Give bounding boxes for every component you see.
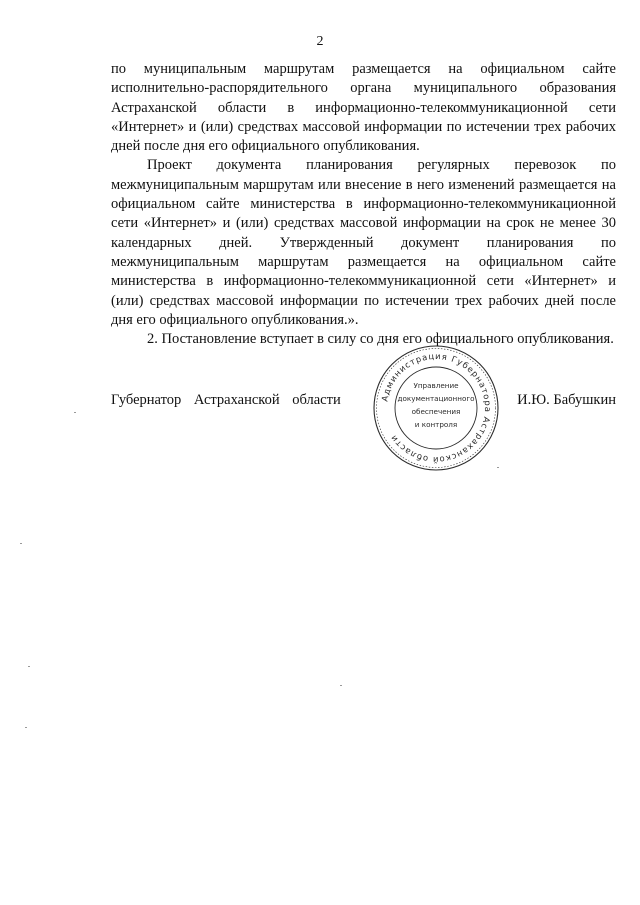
- scan-speck: [28, 666, 30, 667]
- page-number: 2: [316, 34, 324, 49]
- scan-speck: [74, 412, 76, 413]
- seal-inner-line: и контроля: [414, 420, 458, 429]
- document-body: [111, 60, 616, 349]
- signature-block: [111, 392, 616, 416]
- scan-speck: [340, 685, 342, 686]
- scan-speck: [497, 467, 499, 468]
- seal-outer-text: Администрация Губернатора Астраханской области: [379, 350, 494, 466]
- signatory-name: И.Ю. Бабушкин: [517, 392, 616, 408]
- seal-inner-line: документационного: [397, 394, 475, 403]
- seal-graphic: [371, 343, 501, 473]
- scan-speck: [20, 543, 22, 544]
- scan-speck: [25, 727, 27, 728]
- signatory-title: Губернатор Астраханской области: [111, 392, 341, 408]
- paragraph-continuation: по муниципальным маршрутам размещается на официальном сайте исполнительно-распорядительного органа муниципального образования Астраханской области в информационно-телекоммуникационной сети «Интернет» и (или) средствах массовой информации по истечении трех рабочих дней после дня его официального опубликования.: [111, 61, 616, 155]
- seal-inner-line: Управление: [413, 381, 459, 390]
- paragraph-project: Проект документа планирования регулярных перевозок по межмуниципальным маршрутам или внесение в него изменений размещается на официальном сайте министерства в информационно-телекоммуникационной сети «Интернет» и (или) средствах массовой информации на срок не менее 30 календарных дней. Утвержденный документ планирования по межмуниципальным маршрутам размещается на официальном сайте министерства в информационно-телекоммуникационной сети «Интернет» и (или) средствах массовой информации по истечении трех рабочих дней после дня его официального опубликования.».: [111, 157, 616, 328]
- official-seal: [371, 343, 501, 473]
- seal-inner-line: обеспечения: [411, 407, 461, 416]
- paragraph-effective-date: 2. Постановление вступает в силу со дня его официального опубликования.: [147, 331, 614, 348]
